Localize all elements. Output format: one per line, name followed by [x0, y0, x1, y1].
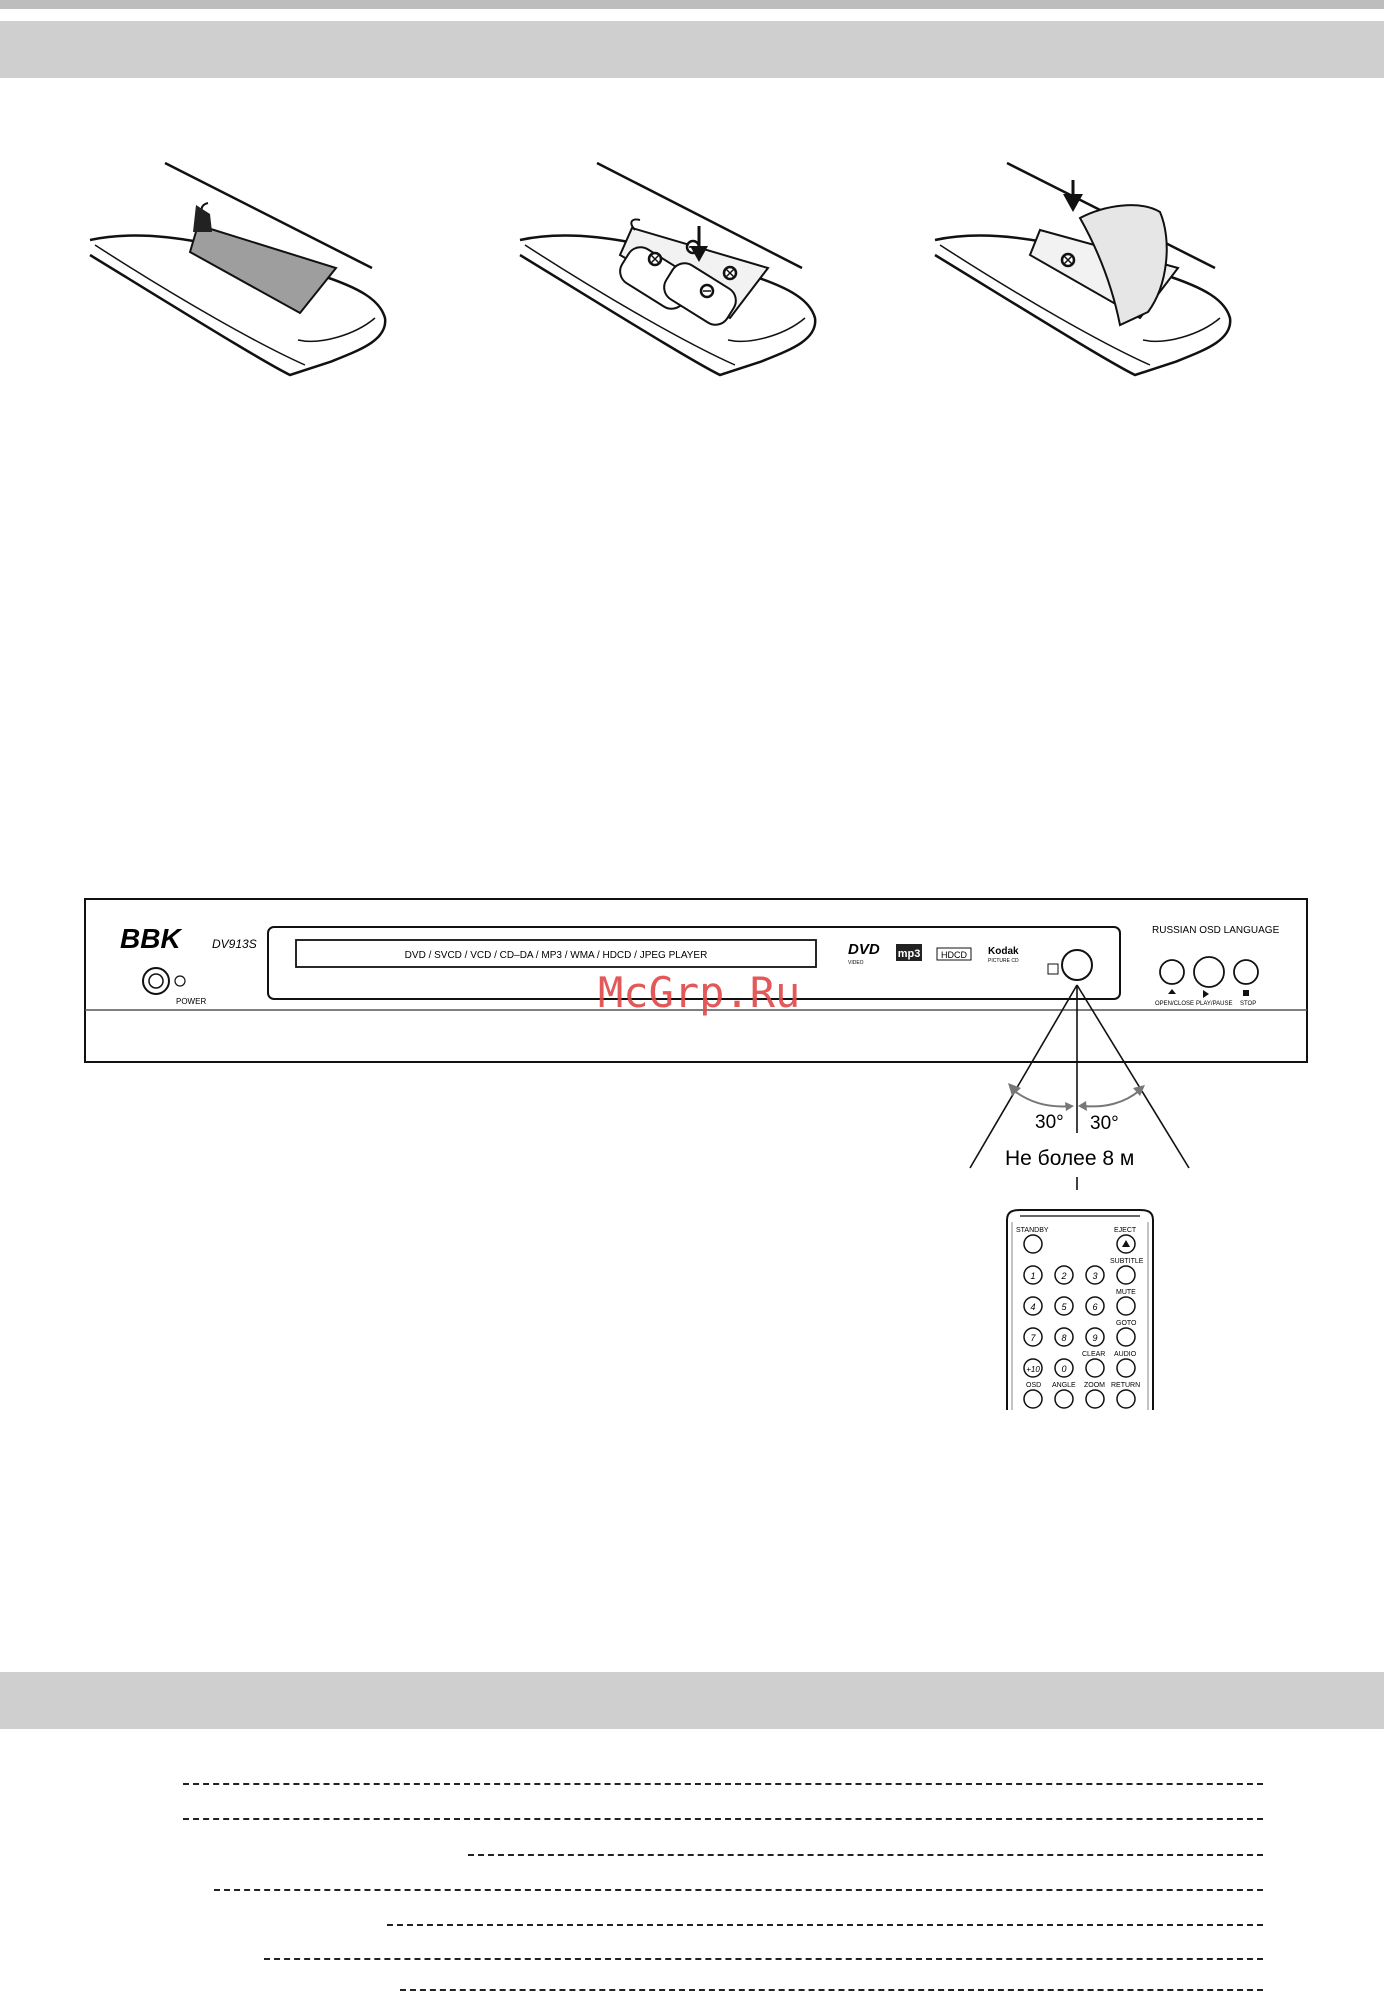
remote-digit-0-label: 0	[1061, 1364, 1067, 1374]
remote-clear-button[interactable]	[1086, 1359, 1104, 1377]
model-label: DV913S	[212, 937, 257, 951]
remote-return-button[interactable]	[1117, 1390, 1135, 1408]
ir-sensor	[1062, 950, 1092, 980]
remote-goto-label: GOTO	[1116, 1320, 1137, 1327]
remote-osd-button[interactable]	[1024, 1390, 1042, 1408]
remote-digit-8-label: 8	[1061, 1333, 1067, 1343]
leader-line	[183, 1818, 1263, 1820]
remote-subtitle-label: SUBTITLE	[1110, 1258, 1144, 1265]
remote-mute-label: MUTE	[1116, 1289, 1136, 1296]
remote-digit-6-label: 6	[1092, 1302, 1098, 1312]
leader-line	[387, 1924, 1263, 1926]
remote-step-3-illustration	[935, 163, 1230, 375]
angle-left-label: 30°	[1035, 1112, 1064, 1133]
hdcd-logo: HDCD	[941, 950, 967, 960]
osd-language-label: RUSSIAN OSD LANGUAGE	[1152, 925, 1280, 936]
power-label: POWER	[176, 997, 207, 1006]
remote-angle-label: ANGLE	[1052, 1382, 1076, 1389]
leader-line	[264, 1958, 1263, 1960]
play-pause-label: PLAY/PAUSE	[1196, 1001, 1233, 1007]
remote-return-label: RETURN	[1111, 1382, 1141, 1389]
remote-digit-4-label: 4	[1030, 1302, 1036, 1312]
watermark: McGrp.Ru	[598, 968, 801, 1017]
remote-osd-label: OSD	[1026, 1382, 1042, 1389]
stop-label: STOP	[1240, 1001, 1257, 1007]
open-close-label: OPEN/CLOSE	[1155, 1001, 1195, 1007]
remote-step-1-illustration	[90, 163, 385, 375]
remote-standby-button[interactable]	[1024, 1235, 1042, 1253]
remote-plus10-label: +10	[1026, 1365, 1040, 1374]
angle-right-label: 30°	[1090, 1113, 1119, 1134]
remote-standby-label: STANDBY	[1016, 1227, 1049, 1234]
standby-led	[175, 976, 185, 986]
remote-subtitle-button[interactable]	[1117, 1266, 1135, 1284]
remote-clear-label: CLEAR	[1082, 1351, 1106, 1358]
remote-digit-5-label: 5	[1061, 1302, 1067, 1312]
remote-mute-button[interactable]	[1117, 1297, 1135, 1315]
remote-audio-label: AUDIO	[1114, 1351, 1137, 1358]
remote-zoom-label: ZOOM	[1084, 1382, 1105, 1389]
remote-zoom-button[interactable]	[1086, 1390, 1104, 1408]
remote-digit-3-label: 3	[1092, 1271, 1098, 1281]
remote-control-illustration	[1007, 1210, 1153, 1410]
kodak-logo-sub: PICTURE CD	[988, 958, 1019, 964]
stop-button[interactable]	[1234, 960, 1258, 984]
distance-label: Не более 8 м	[1005, 1147, 1135, 1170]
play-pause-button[interactable]	[1194, 957, 1224, 987]
remote-audio-button[interactable]	[1117, 1359, 1135, 1377]
dvd-logo-sub: VIDEO	[848, 960, 864, 966]
open-close-button[interactable]	[1160, 960, 1184, 984]
leader-line	[183, 1783, 1263, 1785]
tray-label: DVD / SVCD / VCD / CD–DA / MP3 / WMA / HDCD / JPEG PLAYER	[404, 950, 708, 961]
remote-digit-2-label: 2	[1061, 1271, 1067, 1281]
mp3-logo: mp3	[897, 948, 921, 960]
remote-eject-label: EJECT	[1114, 1227, 1137, 1234]
remote-goto-button[interactable]	[1117, 1328, 1135, 1346]
remote-digit-9-label: 9	[1092, 1333, 1098, 1343]
remote-digit-1-label: 1	[1030, 1271, 1036, 1281]
remote-angle-button[interactable]	[1055, 1390, 1073, 1408]
leader-line	[214, 1889, 1263, 1891]
kodak-logo: Kodak	[988, 946, 1019, 957]
dvd-logo: DVD	[848, 941, 880, 958]
remote-step-2-illustration	[520, 163, 815, 375]
leader-line	[400, 1989, 1263, 1991]
remote-digit-7-label: 7	[1030, 1333, 1036, 1343]
leader-line	[468, 1854, 1263, 1856]
brand-logo: BBK	[120, 923, 181, 954]
